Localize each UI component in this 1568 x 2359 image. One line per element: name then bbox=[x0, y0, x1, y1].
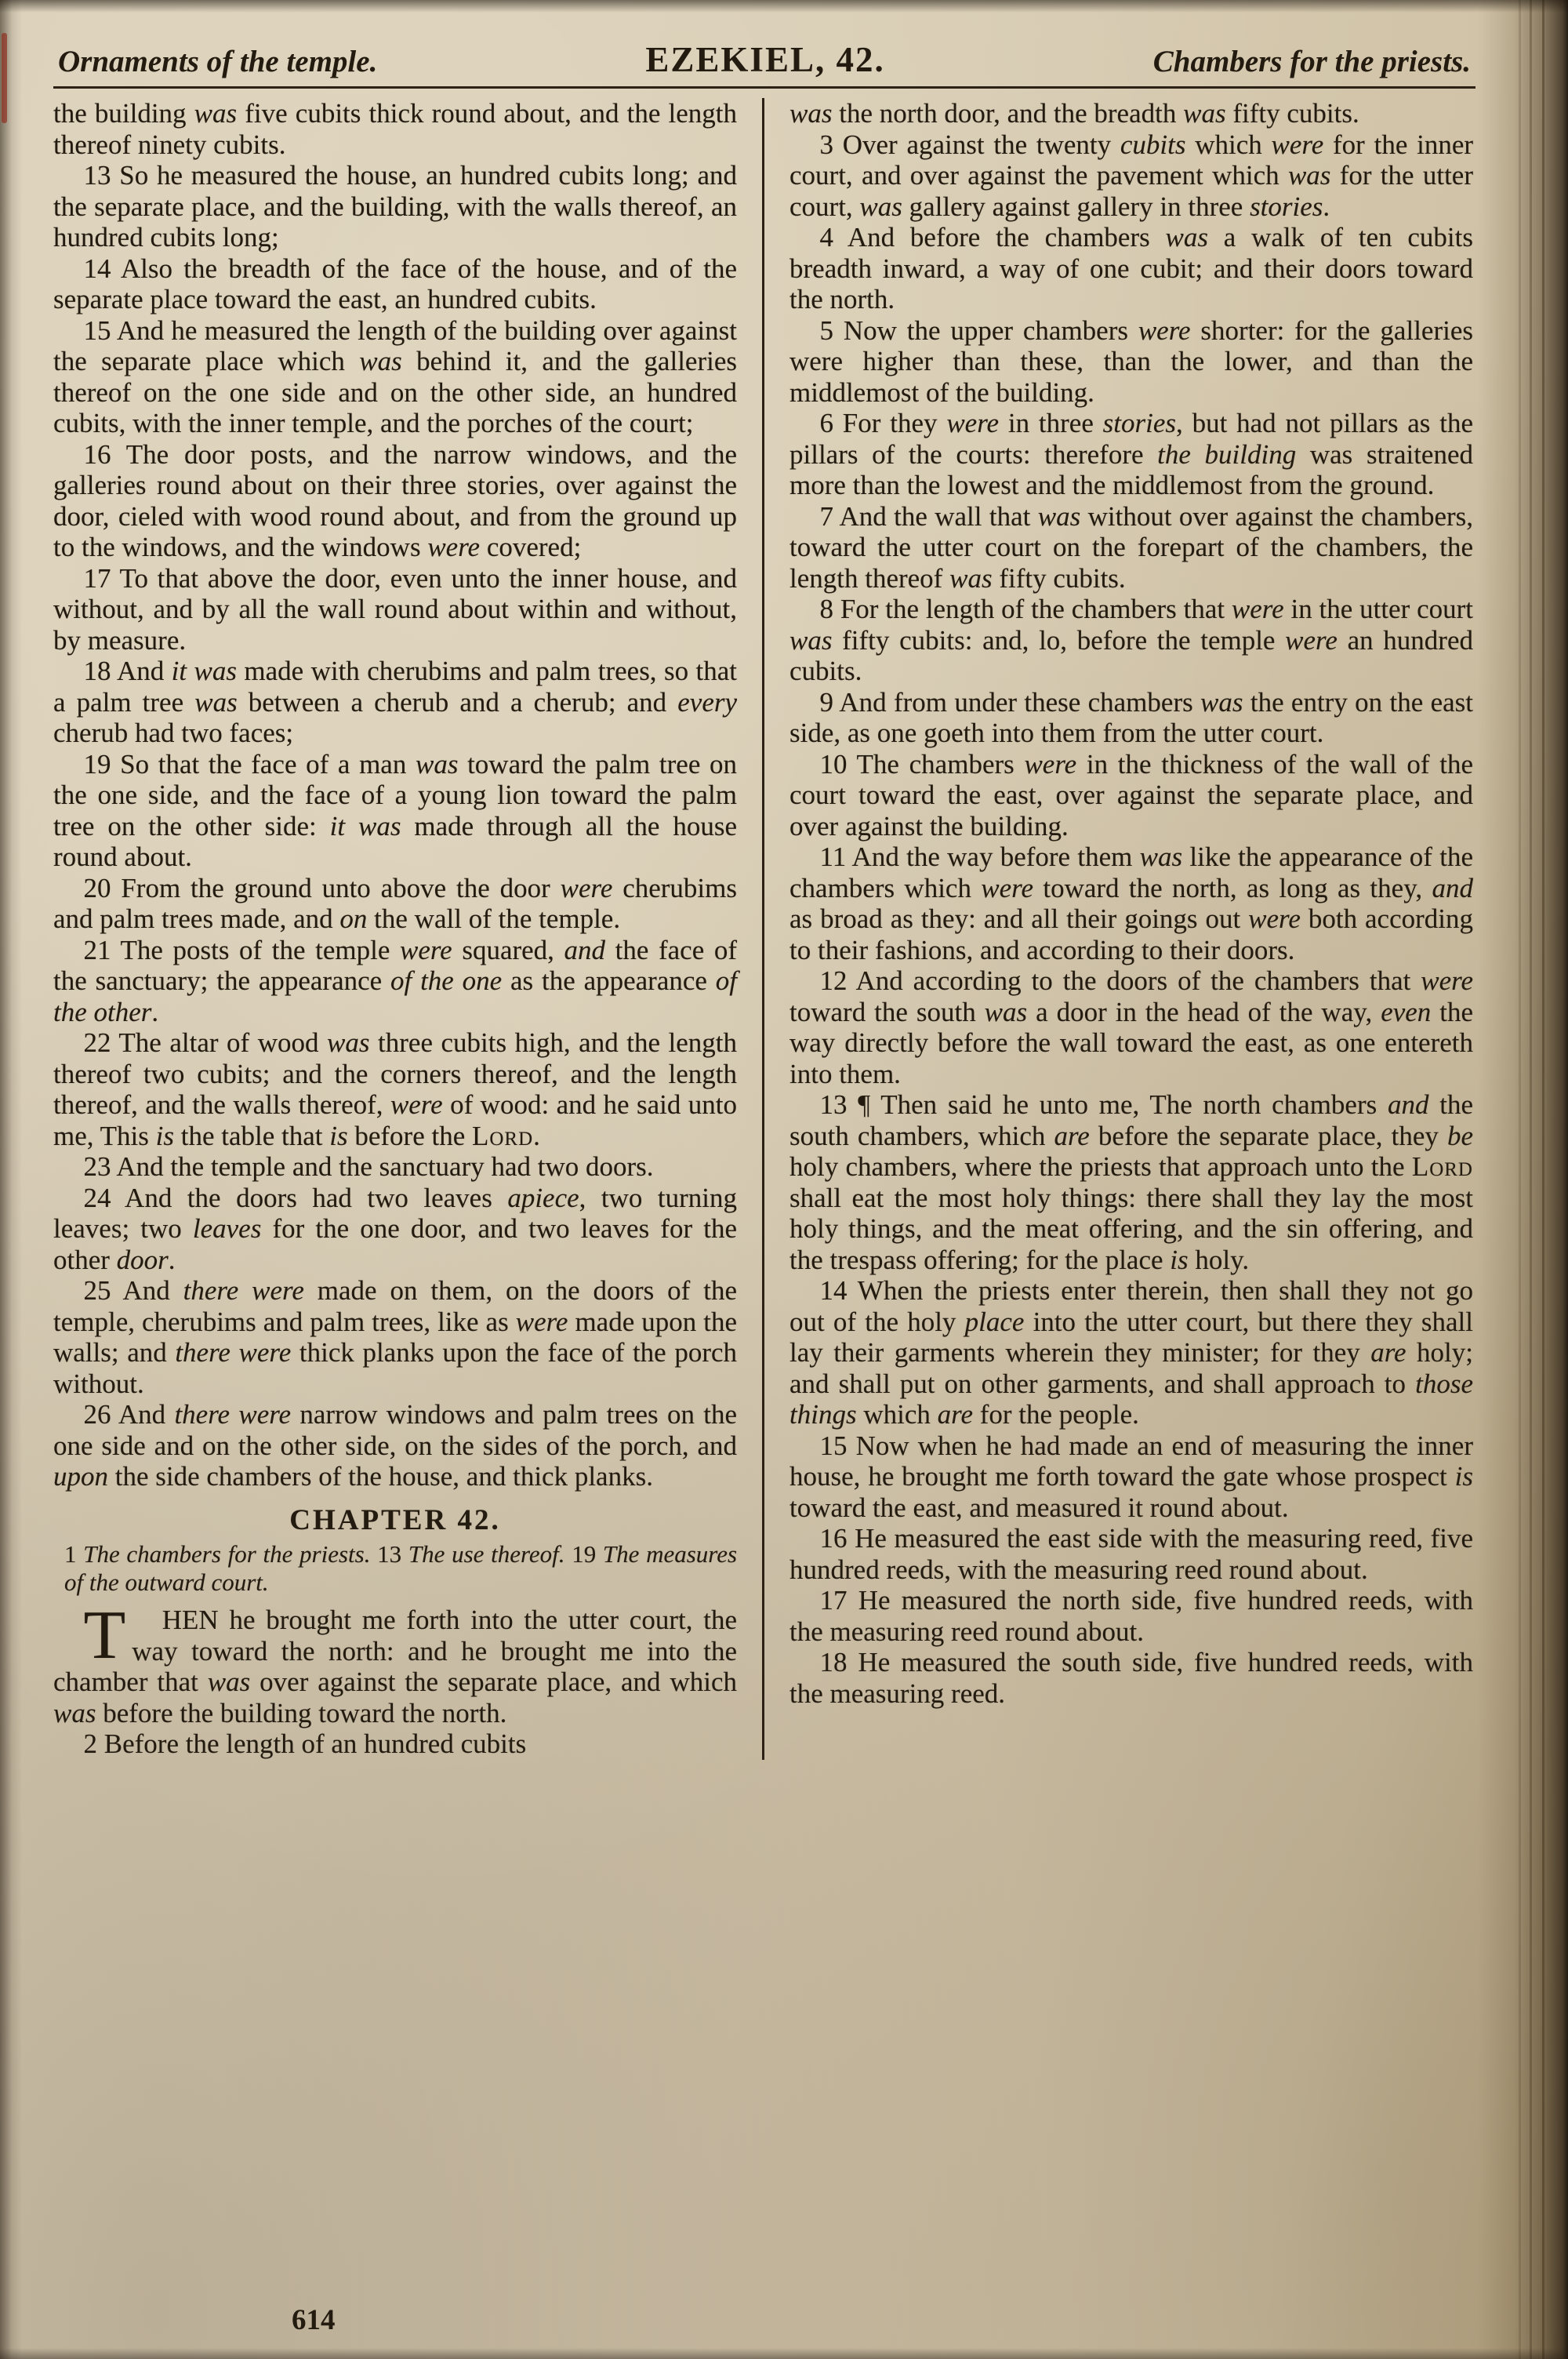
page-edge-top-shadow bbox=[0, 0, 1568, 13]
verse-paragraph: 7 And the wall that was without over against the chambers, toward the utter court on the forepart of the chambers, the length thereof was fifty cubits. bbox=[789, 500, 1473, 594]
left-column bbox=[53, 98, 737, 1760]
verse-paragraph: T HEN he brought me forth into the utter court, the way toward the north: and he brought me into the chamber that was over against the separate place, and which was before the building toward the north. bbox=[53, 1598, 738, 1728]
verse-paragraph: 17 He measured the north side, five hundred reeds, with the measuring reed round about. bbox=[789, 1585, 1473, 1647]
verse-paragraph: 26 And there were narrow windows and palm trees on the one side and on the other side, on the sides of the porch, and upon the side chambers of the house, and thick planks. bbox=[53, 1399, 737, 1492]
verse-paragraph: 20 From the ground unto above the door were cherubims and palm trees made, and on the wall of the temple. bbox=[53, 872, 738, 934]
chapter-summary: 1 The chambers for the priests. 13 The use thereof. 19 The measures of the outward court. bbox=[64, 1540, 738, 1596]
verse-paragraph: 3 Over against the twenty cubits which were for the inner court, and over against the pavement which was for the utter court, was gallery against gallery in three stories. bbox=[789, 129, 1474, 222]
verse-paragraph: 24 And the doors had two leaves apiece, two turning leaves; two leaves for the one door, and two leaves for the other door. bbox=[53, 1182, 737, 1275]
running-header bbox=[53, 39, 1475, 80]
verse-paragraph: 11 And the way before them was like the appearance of the chambers which were toward the north, as long as they, and as broad as they: and all their goings out were both according to their fashions, and according to their doors. bbox=[789, 841, 1473, 965]
verse-paragraph: 14 Also the breadth of the face of the house, and of the separate place toward the east, an hundred cubits. bbox=[53, 253, 737, 314]
page-content bbox=[53, 39, 1475, 1760]
header-rule bbox=[53, 86, 1475, 89]
verse-paragraph: 15 Now when he had made an end of measuring the inner house, he brought me forth toward the gate whose prospect is toward the east, and measured it round about. bbox=[789, 1430, 1473, 1523]
page-edge-right-shadow bbox=[1478, 0, 1568, 2359]
verse-paragraph: 5 Now the upper chambers were shorter: for the galleries were higher than these, than the lower, and than the middlemost of the building. bbox=[789, 314, 1473, 408]
verse-paragraph: 10 The chambers were in the thickness of the wall of the court toward the east, over against the separate place, and over against the building. bbox=[789, 748, 1473, 841]
running-head-left: Ornaments of the temple. bbox=[58, 45, 378, 78]
verse-paragraph: 21 The posts of the temple were squared, and the face of the sanctuary; the appearance of the one as the appearance of the other. bbox=[53, 934, 737, 1027]
page-edge-left-shadow bbox=[0, 0, 22, 2359]
text-columns bbox=[53, 98, 1475, 1760]
column-divider bbox=[762, 98, 764, 1760]
verse-paragraph: 19 So that the face of a man was toward the palm tree on the one side, and the face of a young lion toward the palm tree on the other side: it was made through all the house round about. bbox=[53, 748, 737, 872]
page-title: EZEKIEL, 42. bbox=[645, 40, 885, 79]
verse-paragraph: 13 So he measured the house, an hundred cubits long; and the separate place, and the building, with the walls thereof, an hundred cubits long; bbox=[53, 160, 737, 253]
chapter-heading: CHAPTER 42. bbox=[289, 1503, 501, 1536]
verse-paragraph: 4 And before the chambers was a walk of ten cubits breadth inward, a way of one cubit; and their doors toward the north. bbox=[789, 222, 1473, 314]
verse-paragraph: 25 And there were made on them, on the doors of the temple, cherubims and palm trees, like as were made upon the walls; and there were thick planks upon the face of the porch without. bbox=[53, 1275, 738, 1399]
verse-paragraph: 23 And the temple and the sanctuary had two doors. bbox=[83, 1151, 654, 1182]
verse-paragraph: was the north door, and the breadth was fifty cubits. bbox=[789, 98, 1359, 129]
running-head-right: Chambers for the priests. bbox=[1152, 45, 1471, 78]
verse-paragraph: 14 When the priests enter therein, then shall they not go out of the holy place into the utter court, but there they shall lay their garments wherein they minister; for they are holy; and shall put on other garments, and shall approach to those things which are for the people. bbox=[789, 1275, 1473, 1430]
verse-paragraph: 6 For they were in three stories, but had not pillars as the pillars of the courts: therefore the building was straitened more than the lowest and the middlemost from the ground. bbox=[789, 408, 1473, 500]
verse-paragraph: 15 And he measured the length of the building over against the separate place which was behind it, and the galleries thereof on the one side and on the other side, an hundred cubits, with the inner temple, and the porches of the court; bbox=[53, 314, 737, 438]
verse-paragraph: 12 And according to the doors of the chambers that were toward the south was a door in the head of the way, even the way directly before the wall toward the east, as one entereth into them. bbox=[789, 965, 1474, 1089]
drop-cap: T bbox=[83, 1598, 126, 1674]
verse-paragraph: the building was five cubits thick round about, and the length thereof ninety cubits. bbox=[53, 98, 737, 160]
verse-paragraph: 9 And from under these chambers was the entry on the east side, as one goeth into them from the utter court. bbox=[789, 686, 1473, 748]
verse-paragraph: 22 The altar of wood was three cubits high, and the length thereof two cubits; and the corners thereof, and the length thereof, and the walls thereof, were of wood: and he said unto me, This is the table that is before the Lord. bbox=[53, 1027, 738, 1151]
verse-paragraph: 18 He measured the south side, five hundred reeds, with the measuring reed. bbox=[789, 1647, 1473, 1709]
binding-red-mark bbox=[2, 33, 7, 123]
page-edge-bottom-shadow bbox=[0, 2348, 1568, 2359]
verse-paragraph: 16 The door posts, and the narrow windows, and the galleries round about on their three stories, over against the door, cieled with wood round about, and from the ground up to the windows, and the windows were covered; bbox=[53, 438, 737, 562]
verse-paragraph: 18 And it was made with cherubims and palm trees, so that a palm tree was between a cherub and a cherub; and every cherub had two faces; bbox=[53, 656, 738, 748]
page-number: 614 bbox=[292, 2304, 336, 2336]
verse-paragraph: 13 ¶ Then said he unto me, The north chambers and the south chambers, which are before the separate place, they be holy chambers, where the priests that approach unto the Lord shall eat the most holy things: there shall they lay the most holy things, and the meat offering, and the sin offering, and the trespass offering; for the place is holy. bbox=[789, 1089, 1473, 1275]
verse-paragraph: 8 For the length of the chambers that were in the utter court was fifty cubits: and, lo, before the temple were an hundred cubits. bbox=[789, 594, 1473, 686]
right-column bbox=[789, 98, 1473, 1760]
verse-paragraph: 2 Before the length of an hundred cubits bbox=[83, 1728, 527, 1759]
verse-paragraph: 16 He measured the east side with the measuring reed, five hundred reeds, with the measuring reed round about. bbox=[789, 1523, 1473, 1585]
verse-paragraph: 17 To that above the door, even unto the inner house, and without, and by all the wall round about within and without, by measure. bbox=[53, 562, 737, 656]
